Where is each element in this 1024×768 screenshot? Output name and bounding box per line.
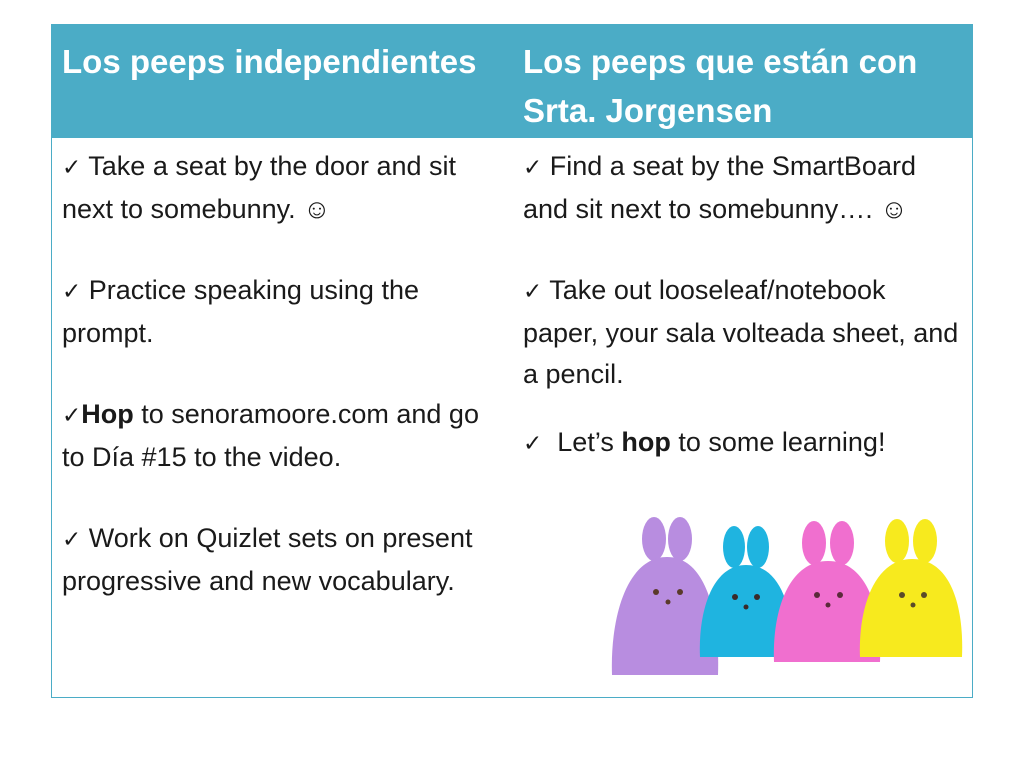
- checkmark-icon: ✓: [523, 155, 543, 181]
- checkmark-icon: ✓: [62, 279, 82, 305]
- yellow-peep: [860, 519, 962, 657]
- list-item: ✓Hop to senoramoore.com and go to Día #15 to the video.: [62, 399, 479, 472]
- table-header: [52, 25, 972, 138]
- checkmark-icon: ✓: [523, 431, 543, 457]
- list-item: ✓ Find a seat by the SmartBoard and sit next to somebunny…. ☺: [523, 151, 916, 224]
- two-column-table: [51, 24, 973, 698]
- header-with-teacher: Los peeps que están con Srta. Jorgensen: [523, 43, 918, 129]
- checkmark-icon: ✓: [62, 155, 82, 181]
- list-item: ✓ Work on Quizlet sets on present progressive and new vocabulary.: [62, 523, 473, 596]
- bold-word: hop: [621, 427, 671, 457]
- checkmark-icon: ✓: [62, 403, 82, 429]
- peeps-bunnies-image: [592, 517, 967, 677]
- checkmark-icon: ✓: [62, 527, 82, 553]
- list-item: ✓ Take a seat by the door and sit next to somebunny. ☺: [62, 151, 457, 224]
- bold-word: Hop: [81, 399, 134, 429]
- left-column: [62, 146, 502, 642]
- checkmark-icon: ✓: [523, 279, 543, 305]
- list-item: ✓ Practice speaking using the prompt.: [62, 275, 419, 348]
- right-column: [523, 146, 963, 505]
- list-item: ✓ Take out looseleaf/notebook paper, your sala volteada sheet, and a pencil.: [523, 275, 959, 389]
- header-independent: Los peeps independientes: [62, 43, 477, 80]
- list-item: ✓ Let’s hop to some learning!: [523, 427, 886, 457]
